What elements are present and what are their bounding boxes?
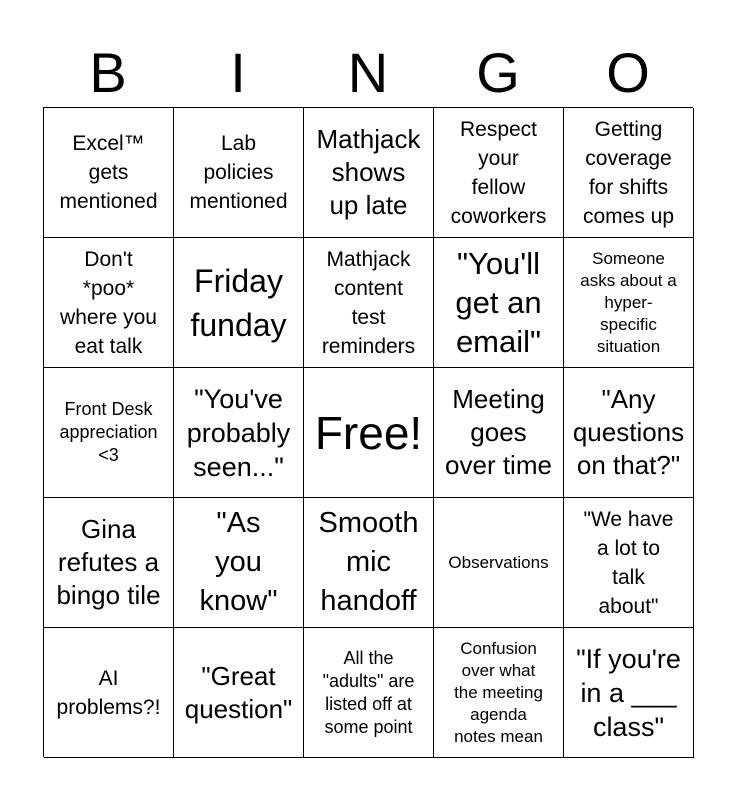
bingo-header	[43, 38, 693, 108]
bingo-cell-r2c1[interactable]	[44, 238, 174, 368]
bingo-cell-r2c4[interactable]	[434, 238, 564, 368]
bingo-cell-text: AI problems?!	[56, 666, 161, 719]
bingo-cell-r3c4[interactable]	[434, 368, 564, 498]
bingo-cell-text: Lab policies mentioned	[189, 132, 288, 213]
bingo-cell-text: Friday funday	[190, 262, 287, 343]
bingo-cell-r2c2[interactable]	[174, 238, 304, 368]
bingo-cell-r1c4[interactable]	[434, 108, 564, 238]
bingo-cell-text: "You'll get an email"	[455, 246, 542, 359]
bingo-cell-r5c5[interactable]	[564, 628, 694, 758]
bingo-cell-r4c4[interactable]	[434, 498, 564, 628]
header-letter-b: B	[89, 41, 127, 104]
bingo-cell-text: Mathjack content test reminders	[321, 247, 416, 358]
bingo-cell-text: All the "adults" are listed off at some point	[322, 647, 415, 737]
bingo-cell-text: Someone asks about a hyper- specific situation	[580, 248, 677, 356]
bingo-cell-r3c5[interactable]	[564, 368, 694, 498]
bingo-cell-text: "We have a lot to talk about"	[583, 507, 674, 618]
header-letter-g: G	[476, 41, 520, 104]
bingo-cell-text: "If you're in a ___ class"	[576, 643, 681, 742]
bingo-cell-r4c2[interactable]	[174, 498, 304, 628]
bingo-cell-r4c3[interactable]	[304, 498, 434, 628]
bingo-cell-text: "Great question"	[184, 660, 293, 724]
bingo-card-grid	[43, 107, 693, 757]
bingo-cell-r1c2[interactable]	[174, 108, 304, 238]
bingo-cell-r2c5[interactable]	[564, 238, 694, 368]
bingo-cell-r4c5[interactable]	[564, 498, 694, 628]
bingo-cell-text: "Any questions on that?"	[572, 384, 685, 480]
bingo-cell-r5c3[interactable]	[304, 628, 434, 758]
bingo-cell-text: Mathjack shows up late	[316, 124, 421, 220]
bingo-cell-r5c2[interactable]	[174, 628, 304, 758]
bingo-cell-text: "As you know"	[199, 507, 278, 617]
bingo-cell-text: Free!	[314, 406, 423, 459]
bingo-cell-r2c3[interactable]	[304, 238, 434, 368]
bingo-cell-text: Gina refutes a bingo tile	[56, 514, 161, 610]
bingo-cell-text: "You've probably seen..."	[186, 383, 291, 482]
bingo-cell-text: Don't *poo* where you eat talk	[60, 247, 157, 358]
bingo-cell-free[interactable]	[304, 368, 434, 498]
bingo-cell-r1c3[interactable]	[304, 108, 434, 238]
header-letter-i: I	[230, 41, 246, 104]
bingo-cell-text: Meeting goes over time	[445, 384, 552, 480]
header-letter-o: O	[606, 41, 650, 104]
bingo-cell-text: Observations	[448, 552, 549, 572]
bingo-cell-r3c2[interactable]	[174, 368, 304, 498]
bingo-cell-r3c1[interactable]	[44, 368, 174, 498]
bingo-cell-r5c1[interactable]	[44, 628, 174, 758]
bingo-cell-text: Getting coverage for shifts comes up	[582, 117, 675, 228]
bingo-cell-text: Respect your fellow coworkers	[450, 117, 547, 228]
bingo-cell-text: Confusion over what the meeting agenda notes mean	[454, 638, 543, 746]
bingo-cell-r4c1[interactable]	[44, 498, 174, 628]
bingo-cell-text: Smooth mic handoff	[318, 507, 419, 617]
bingo-cell-text: Excel™ gets mentioned	[59, 132, 158, 213]
bingo-cell-r1c1[interactable]	[44, 108, 174, 238]
bingo-cell-r5c4[interactable]	[434, 628, 564, 758]
header-letter-n: N	[347, 41, 389, 104]
bingo-cell-text: Front Desk appreciation <3	[59, 399, 158, 465]
bingo-cell-r1c5[interactable]	[564, 108, 694, 238]
